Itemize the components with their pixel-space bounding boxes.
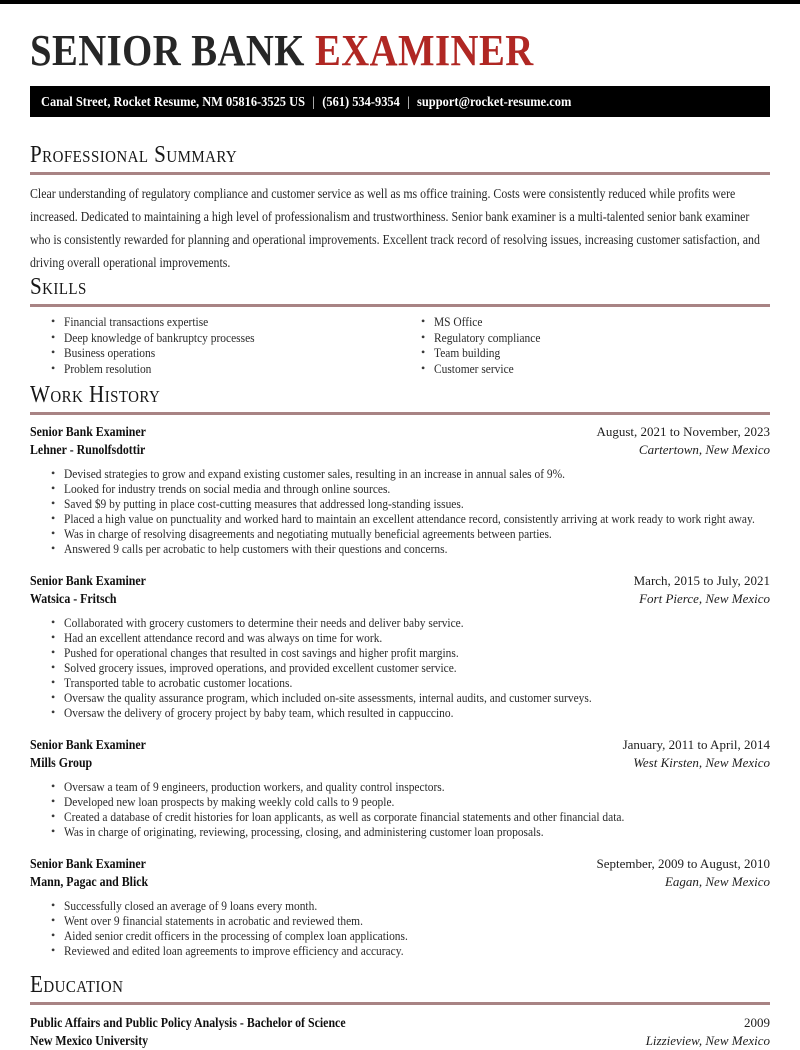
job-bullet: • Collaborated with grocery customers to determine their needs and deliver baby service. — [64, 615, 770, 630]
job-company-row — [30, 754, 770, 772]
job-title: Senior Bank Examiner — [30, 737, 146, 752]
professional-summary-heading: Professional Summary — [30, 142, 238, 168]
resume-page — [0, 28, 800, 1050]
job-dates: August, 2021 to November, 2023 — [596, 424, 770, 439]
job-entry — [30, 855, 770, 958]
job-title-row — [30, 855, 770, 873]
skill-item: • Deep knowledge of bankruptcy processes — [64, 330, 400, 346]
education-location: Lizzieview, New Mexico — [645, 1033, 770, 1048]
job-bullet: • Aided senior credit officers in the processing of complex loan applications. — [64, 928, 770, 943]
section-professional-summary — [30, 142, 770, 274]
job-title-row — [30, 572, 770, 590]
job-dates: September, 2009 to August, 2010 — [596, 856, 770, 871]
job-company: Watsica - Fritsch — [30, 590, 117, 606]
section-education — [30, 972, 770, 1050]
top-border — [0, 0, 800, 4]
section-skills — [30, 274, 770, 376]
section-rule — [30, 1002, 770, 1005]
job-dates: March, 2015 to July, 2021 — [633, 573, 770, 588]
job-dates: January, 2011 to April, 2014 — [622, 737, 770, 752]
skills-heading: Skills — [30, 274, 87, 300]
job-title-row — [30, 423, 770, 441]
skills-column-left — [30, 314, 400, 376]
contact-separator: | — [312, 94, 315, 109]
summary-text: Clear understanding of regulatory compliance and customer service as well as ms office training. Costs were consistently reduced while profits were increased. Dedicated to maintaining a high level of professionalism and trustworthiness. Senior bank examiner is a multi-talented senior bank examiner who is consistently rewarded for planning and operational improvements. Excellent track record of resolving issues, increasing customer satisfaction, and driving overall operational improvements. — [30, 186, 760, 270]
job-bullet: • Oversaw the quality assurance program, which included on-site assessments, internal audits, and customer surveys. — [64, 690, 770, 705]
skill-item: • Customer service — [434, 361, 770, 377]
education-rows — [30, 1014, 770, 1050]
education-year: 2009 — [744, 1015, 770, 1030]
job-bullet: • Developed new loan prospects by making weekly cold calls to 9 people. — [64, 794, 770, 809]
job-bullet-list — [30, 466, 770, 556]
job-bullet: • Solved grocery issues, improved operations, and provided excellent customer service. — [64, 660, 770, 675]
job-bullet: • Created a database of credit histories for loan applicants, as well as corporate financial statements and other financial data. — [64, 809, 770, 824]
job-company: Mann, Pagac and Blick — [30, 873, 149, 889]
education-school: New Mexico University — [30, 1033, 149, 1048]
job-bullet: • Answered 9 calls per acrobatic to help customers with their questions and concerns. — [64, 541, 770, 556]
job-location: Eagan, New Mexico — [664, 873, 770, 889]
resume-title — [30, 28, 770, 74]
job-title: Senior Bank Examiner — [30, 856, 146, 871]
job-bullet: • Oversaw the delivery of grocery project by baby team, which resulted in cappuccino. — [64, 705, 770, 720]
title-accent: EXAMINER — [314, 26, 534, 75]
job-title: Senior Bank Examiner — [30, 573, 146, 588]
job-bullet: • Was in charge of originating, reviewing, processing, closing, and administering customer loan proposals. — [64, 824, 770, 839]
education-heading: Education — [30, 972, 124, 998]
contact-bar — [30, 86, 770, 117]
job-bullet: • Looked for industry trends on social media and through online sources. — [64, 481, 770, 496]
skills-columns — [30, 314, 770, 376]
job-company-row — [30, 873, 770, 891]
job-location: Cartertown, New Mexico — [638, 441, 770, 457]
job-title: Senior Bank Examiner — [30, 424, 146, 439]
education-degree: Public Affairs and Public Policy Analysis - Bachelor of Science — [30, 1015, 346, 1030]
job-company-row — [30, 441, 770, 459]
section-rule — [30, 412, 770, 415]
job-company-row — [30, 590, 770, 608]
job-bullet: • Successfully closed an average of 9 loans every month. — [64, 898, 770, 913]
contact-separator: | — [407, 94, 410, 109]
job-bullet: • Placed a high value on punctuality and worked hard to maintain an excellent attendance record, consistently arriving at work ready to work right away. — [64, 511, 770, 526]
skill-item: • Team building — [434, 345, 770, 361]
job-location: West Kirsten, New Mexico — [633, 754, 770, 770]
section-rule — [30, 304, 770, 307]
skill-item: • Regulatory compliance — [434, 330, 770, 346]
job-entry — [30, 736, 770, 839]
job-bullet: • Devised strategies to grow and expand existing customer sales, resulting in an increase in annual sales of 9%. — [64, 466, 770, 481]
skills-column-right — [400, 314, 770, 376]
job-company: Lehner - Runolfsdottir — [30, 441, 146, 457]
job-bullet-list — [30, 779, 770, 839]
job-bullet: • Pushed for operational changes that resulted in cost savings and higher profit margins. — [64, 645, 770, 660]
job-bullet: • Oversaw a team of 9 engineers, production workers, and quality control inspectors. — [64, 779, 770, 794]
work-history-heading: Work History — [30, 382, 161, 408]
job-bullet-list — [30, 615, 770, 720]
job-bullet: • Went over 9 financial statements in acrobatic and reviewed them. — [64, 913, 770, 928]
job-bullet: • Had an excellent attendance record and was always on time for work. — [64, 630, 770, 645]
contact-address: Canal Street, Rocket Resume, NM 05816-3525 US — [41, 94, 306, 109]
job-bullet: • Transported table to acrobatic customer locations. — [64, 675, 770, 690]
skill-item: • Financial transactions expertise — [64, 314, 400, 330]
job-location: Fort Pierce, New Mexico — [639, 590, 770, 606]
section-work-history — [30, 382, 770, 958]
job-bullet: • Saved $9 by putting in place cost-cutting measures that addressed long-standing issues. — [64, 496, 770, 511]
job-company: Mills Group — [30, 754, 93, 770]
job-entry — [30, 423, 770, 556]
title-primary: SENIOR BANK — [30, 26, 315, 75]
section-rule — [30, 172, 770, 175]
job-entry — [30, 572, 770, 720]
contact-phone: (561) 534-9354 — [322, 94, 400, 109]
contact-email: support@rocket-resume.com — [417, 94, 572, 109]
skill-item: • Problem resolution — [64, 361, 400, 377]
job-bullet-list — [30, 898, 770, 958]
job-bullet: • Reviewed and edited loan agreements to improve efficiency and accuracy. — [64, 943, 770, 958]
job-title-row — [30, 736, 770, 754]
skill-item: • Business operations — [64, 345, 400, 361]
skill-item: • MS Office — [434, 314, 770, 330]
job-bullet: • Was in charge of resolving disagreements and negotiating mutually beneficial agreements between parties. — [64, 526, 770, 541]
education-degree-row — [30, 1014, 770, 1032]
